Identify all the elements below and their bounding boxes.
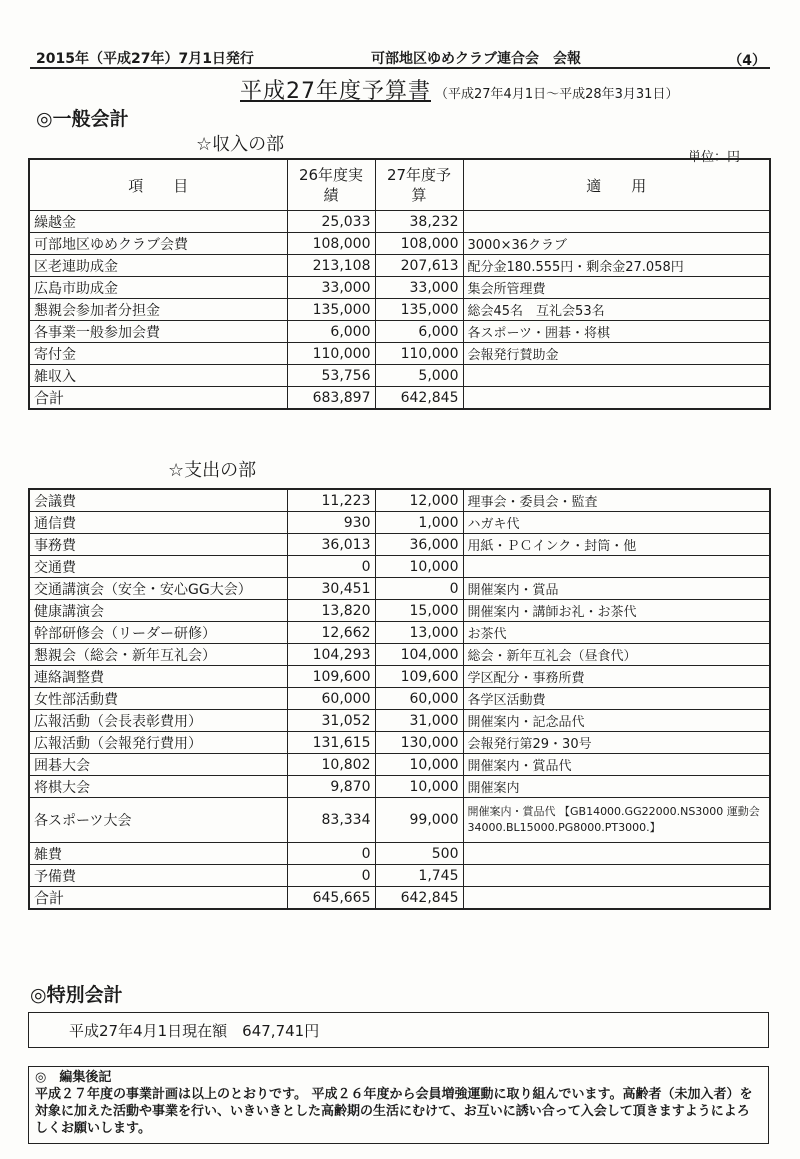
row-item: 連絡調整費 [29, 666, 287, 688]
row-item: 合計 [29, 387, 287, 410]
table-row [29, 865, 770, 887]
row-fy27: 1,745 [375, 865, 463, 887]
table-row [29, 255, 770, 277]
table-row [29, 644, 770, 666]
row-item: 広報活動（会報発行費用） [29, 732, 287, 754]
row-item: 交通費 [29, 556, 287, 578]
row-fy27: 109,600 [375, 666, 463, 688]
table-row [29, 776, 770, 798]
row-fy26: 109,600 [287, 666, 375, 688]
row-fy26: 0 [287, 843, 375, 865]
header-rule [30, 67, 770, 69]
row-item: 懇親会参加者分担金 [29, 299, 287, 321]
row-fy26: 135,000 [287, 299, 375, 321]
row-memo [463, 211, 770, 233]
row-memo: 各学区活動費 [463, 688, 770, 710]
row-memo [463, 387, 770, 410]
row-fy26: 930 [287, 512, 375, 534]
row-fy26: 11,223 [287, 489, 375, 512]
row-fy27: 110,000 [375, 343, 463, 365]
row-item: 各スポーツ大会 [29, 798, 287, 843]
row-fy26: 104,293 [287, 644, 375, 666]
special-account-box [28, 1012, 769, 1048]
row-memo: 開催案内・賞品代 [463, 754, 770, 776]
table-row [29, 343, 770, 365]
table-row [29, 843, 770, 865]
row-item: 女性部活動費 [29, 688, 287, 710]
table-row [29, 798, 770, 843]
income-header-row [29, 159, 770, 211]
row-fy26: 33,000 [287, 277, 375, 299]
row-item: 幹部研修会（リーダー研修） [29, 622, 287, 644]
row-fy27: 36,000 [375, 534, 463, 556]
row-fy26: 36,013 [287, 534, 375, 556]
row-memo [463, 843, 770, 865]
row-memo: ハガキ代 [463, 512, 770, 534]
row-fy26: 6,000 [287, 321, 375, 343]
row-memo [463, 365, 770, 387]
organization-name: 可部地区ゆめクラブ連合会 会報 [371, 51, 581, 67]
table-row [29, 211, 770, 233]
row-fy27: 135,000 [375, 299, 463, 321]
table-row [29, 578, 770, 600]
row-memo [463, 556, 770, 578]
row-fy27: 104,000 [375, 644, 463, 666]
row-memo: 開催案内 [463, 776, 770, 798]
page-number: （4） [728, 53, 766, 69]
row-fy27: 15,000 [375, 600, 463, 622]
row-item: 合計 [29, 887, 287, 910]
row-fy26: 12,662 [287, 622, 375, 644]
row-fy27: 60,000 [375, 688, 463, 710]
row-item: 寄付金 [29, 343, 287, 365]
expense-table [28, 488, 771, 910]
row-memo: 理事会・委員会・監査 [463, 489, 770, 512]
row-memo: 会報発行賛助金 [463, 343, 770, 365]
general-account-heading: ◎一般会計 [36, 108, 129, 130]
budget-period: （平成27年4月1日～平成28年3月31日） [435, 87, 679, 102]
row-item: 雑収入 [29, 365, 287, 387]
table-row [29, 321, 770, 343]
row-fy27: 99,000 [375, 798, 463, 843]
row-fy26: 110,000 [287, 343, 375, 365]
row-memo: 総会45名 互礼会53名 [463, 299, 770, 321]
row-fy26: 683,897 [287, 387, 375, 410]
expense-total-row [29, 887, 770, 910]
row-item: 各事業一般参加会費 [29, 321, 287, 343]
row-fy26: 60,000 [287, 688, 375, 710]
row-item: 懇親会（総会・新年互礼会） [29, 644, 287, 666]
row-fy26: 0 [287, 865, 375, 887]
row-item: 雑費 [29, 843, 287, 865]
row-memo: 会報発行第29・30号 [463, 732, 770, 754]
row-fy26: 645,665 [287, 887, 375, 910]
header-fy27: 27年度予算 [375, 159, 463, 211]
income-total-row [29, 387, 770, 410]
row-fy26: 108,000 [287, 233, 375, 255]
header-fy26: 26年度実績 [287, 159, 375, 211]
special-account-amount: 平成27年4月1日現在額 647,741円 [69, 1022, 320, 1040]
editor-note-title: ◎ 編集後記 [35, 1070, 112, 1085]
unit-label: 単位：円 [687, 150, 740, 165]
row-memo: 開催案内・賞品代 【GB14000.GG22000.NS3000 運動会34000.BL15000.PG8000.PT3000.】 [463, 798, 770, 843]
row-memo: 用紙・ＰＣインク・封筒・他 [463, 534, 770, 556]
row-fy27: 0 [375, 578, 463, 600]
row-fy26: 131,615 [287, 732, 375, 754]
row-memo [463, 887, 770, 910]
row-item: 将棋大会 [29, 776, 287, 798]
row-item: 可部地区ゆめクラブ会費 [29, 233, 287, 255]
row-fy26: 53,756 [287, 365, 375, 387]
row-fy27: 130,000 [375, 732, 463, 754]
row-memo: 総会・新年互礼会（昼食代） [463, 644, 770, 666]
row-fy27: 10,000 [375, 754, 463, 776]
row-item: 囲碁大会 [29, 754, 287, 776]
special-account-heading: ◎特別会計 [30, 984, 123, 1006]
row-memo: 3000×36クラブ [463, 233, 770, 255]
table-row [29, 233, 770, 255]
table-row [29, 710, 770, 732]
document-title [240, 74, 678, 105]
row-fy27: 1,000 [375, 512, 463, 534]
editor-note-body: 平成２７年度の事業計画は以上のとおりです。 平成２６年度から会員増強運動に取り組んでいます。高齢者（未加入者）を対象に加えた活動や事業を行い、いきいきとした高齢期の生活にむけて、お互いに誘い合って入会して頂きますようによろしくお願いします。 [35, 1087, 753, 1136]
row-item: 広報活動（会長表彰費用） [29, 710, 287, 732]
row-item: 会議費 [29, 489, 287, 512]
row-memo: お茶代 [463, 622, 770, 644]
row-fy26: 25,033 [287, 211, 375, 233]
row-fy27: 10,000 [375, 776, 463, 798]
table-row [29, 754, 770, 776]
row-fy27: 500 [375, 843, 463, 865]
row-fy27: 642,845 [375, 887, 463, 910]
row-item: 健康講演会 [29, 600, 287, 622]
table-row [29, 666, 770, 688]
row-memo: 集会所管理費 [463, 277, 770, 299]
row-item: 予備費 [29, 865, 287, 887]
row-fy27: 12,000 [375, 489, 463, 512]
table-row [29, 365, 770, 387]
table-row [29, 299, 770, 321]
income-heading: ☆収入の部 [196, 134, 285, 155]
row-fy26: 13,820 [287, 600, 375, 622]
row-fy27: 5,000 [375, 365, 463, 387]
row-fy27: 33,000 [375, 277, 463, 299]
row-memo: 学区配分・事務所費 [463, 666, 770, 688]
expense-heading: ☆支出の部 [168, 460, 257, 481]
header-item: 項 目 [29, 159, 287, 211]
row-item: 事務費 [29, 534, 287, 556]
table-row [29, 688, 770, 710]
row-item: 繰越金 [29, 211, 287, 233]
row-fy27: 6,000 [375, 321, 463, 343]
row-fy27: 108,000 [375, 233, 463, 255]
row-memo: 配分金180.555円・剰余金27.058円 [463, 255, 770, 277]
row-fy27: 38,232 [375, 211, 463, 233]
table-row [29, 622, 770, 644]
newsletter-header [36, 46, 770, 68]
budget-title: 平成27年度予算書 [240, 79, 431, 104]
table-row [29, 534, 770, 556]
row-memo: 開催案内・講師お礼・お茶代 [463, 600, 770, 622]
header-memo: 適 用 [463, 159, 770, 211]
row-fy26: 213,108 [287, 255, 375, 277]
editor-note-box [28, 1066, 769, 1144]
issue-date: 2015年（平成27年）7月1日発行 [36, 51, 254, 67]
table-row [29, 600, 770, 622]
row-item: 交通講演会（安全・安心GG大会） [29, 578, 287, 600]
row-fy27: 642,845 [375, 387, 463, 410]
income-table [28, 158, 771, 410]
row-fy26: 9,870 [287, 776, 375, 798]
row-memo [463, 865, 770, 887]
row-fy27: 207,613 [375, 255, 463, 277]
row-fy26: 10,802 [287, 754, 375, 776]
row-fy26: 0 [287, 556, 375, 578]
row-fy26: 30,451 [287, 578, 375, 600]
table-row [29, 489, 770, 512]
row-item: 区老連助成金 [29, 255, 287, 277]
table-row [29, 277, 770, 299]
row-fy26: 31,052 [287, 710, 375, 732]
table-row [29, 732, 770, 754]
row-memo: 開催案内・記念品代 [463, 710, 770, 732]
row-fy27: 31,000 [375, 710, 463, 732]
row-item: 広島市助成金 [29, 277, 287, 299]
row-item: 通信費 [29, 512, 287, 534]
row-memo: 各スポーツ・囲碁・将棋 [463, 321, 770, 343]
row-fy27: 10,000 [375, 556, 463, 578]
row-memo: 開催案内・賞品 [463, 578, 770, 600]
table-row [29, 512, 770, 534]
row-fy26: 83,334 [287, 798, 375, 843]
table-row [29, 556, 770, 578]
row-fy27: 13,000 [375, 622, 463, 644]
